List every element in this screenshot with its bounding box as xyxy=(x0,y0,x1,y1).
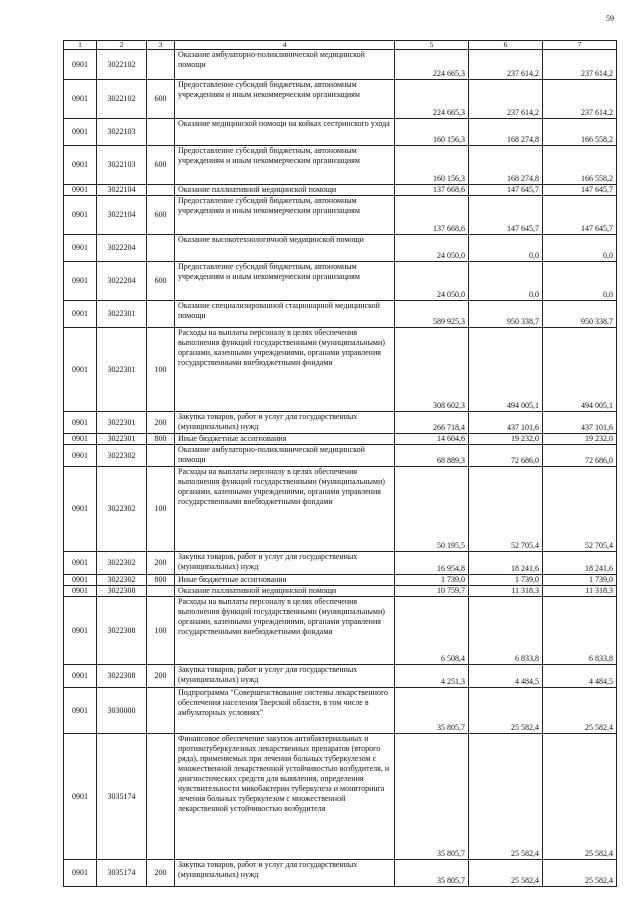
expense-type-code xyxy=(147,301,175,328)
section-code: 0901 xyxy=(64,445,97,467)
amount-col7: 19 232,0 xyxy=(543,434,617,445)
header-cell: 7 xyxy=(543,41,617,50)
table-row xyxy=(64,688,617,734)
amount-col7: 166 558,2 xyxy=(543,119,617,146)
expense-type-code: 100 xyxy=(147,597,175,665)
target-article-code: 3022301 xyxy=(97,328,147,412)
section-code: 0901 xyxy=(64,50,97,80)
amount-col6: 19 232,0 xyxy=(469,434,543,445)
header-cell: 6 xyxy=(469,41,543,50)
expense-type-code xyxy=(147,445,175,467)
expense-type-code: 800 xyxy=(147,575,175,586)
description: Предоставление субсидий бюджетным, автономным учреждениям и иным некоммерческим организациям xyxy=(175,262,395,301)
amount-col5: 35 805,7 xyxy=(395,860,469,887)
description: Предоставление субсидий бюджетным, автономным учреждениям и иным некоммерческим организациям xyxy=(175,196,395,235)
target-article-code: 3022102 xyxy=(97,50,147,80)
table-row xyxy=(64,80,617,119)
amount-col6: 494 005,1 xyxy=(469,328,543,412)
target-article-code: 3022301 xyxy=(97,434,147,445)
page-number: 59 xyxy=(606,14,614,23)
amount-col5: 308 602,3 xyxy=(395,328,469,412)
amount-col5: 35 805,7 xyxy=(395,734,469,860)
description: Расходы на выплаты персоналу в целях обеспечения выполнения функций государственными (муниципальными) органами, казенными учреждениями, органами управления государственными внебюджетными фондами xyxy=(175,467,395,552)
amount-col6: 18 241,6 xyxy=(469,552,543,575)
target-article-code: 3022302 xyxy=(97,445,147,467)
section-code: 0901 xyxy=(64,586,97,597)
amount-col6: 0,0 xyxy=(469,262,543,301)
table-row xyxy=(64,734,617,860)
table-row xyxy=(64,467,617,552)
description: Оказание амбулаторно-поликлинической медицинской помощи xyxy=(175,445,395,467)
expense-type-code: 600 xyxy=(147,196,175,235)
expense-type-code xyxy=(147,235,175,262)
expense-type-code: 100 xyxy=(147,467,175,552)
table-row xyxy=(64,235,617,262)
description: Иные бюджетные ассигнования xyxy=(175,575,395,586)
amount-col6: 237 614,2 xyxy=(469,50,543,80)
expense-type-code: 200 xyxy=(147,665,175,688)
target-article-code: 3022308 xyxy=(97,665,147,688)
table-row xyxy=(64,860,617,887)
amount-col5: 24 050,0 xyxy=(395,262,469,301)
expense-type-code: 200 xyxy=(147,412,175,434)
amount-col5: 6 508,4 xyxy=(395,597,469,665)
amount-col6: 11 318,3 xyxy=(469,586,543,597)
amount-col5: 24 050,0 xyxy=(395,235,469,262)
section-code: 0901 xyxy=(64,734,97,860)
expense-type-code xyxy=(147,734,175,860)
section-code: 0901 xyxy=(64,185,97,196)
amount-col7: 437 101,6 xyxy=(543,412,617,434)
description: Предоставление субсидий бюджетным, автономным учреждениям и иным некоммерческим организациям xyxy=(175,80,395,119)
amount-col5: 224 665,3 xyxy=(395,50,469,80)
budget-table xyxy=(63,40,617,887)
expense-type-code xyxy=(147,586,175,597)
description: Закупка товаров, работ и услуг для государственных (муниципальных) нужд xyxy=(175,552,395,575)
section-code: 0901 xyxy=(64,196,97,235)
section-code: 0901 xyxy=(64,328,97,412)
amount-col5: 16 954,8 xyxy=(395,552,469,575)
section-code: 0901 xyxy=(64,301,97,328)
header-cell: 5 xyxy=(395,41,469,50)
amount-col6: 0,0 xyxy=(469,235,543,262)
amount-col5: 137 668,6 xyxy=(395,196,469,235)
amount-col7: 494 005,1 xyxy=(543,328,617,412)
amount-col7: 0,0 xyxy=(543,262,617,301)
table-row xyxy=(64,552,617,575)
amount-col5: 14 604,6 xyxy=(395,434,469,445)
amount-col7: 4 484,5 xyxy=(543,665,617,688)
description: Подпрограмма "Совершенствование системы лекарственного обеспечения населения Тверской области, в том числе в амбулаторных условиях" xyxy=(175,688,395,734)
amount-col6: 147 645,7 xyxy=(469,196,543,235)
description: Оказание амбулаторно-поликлинической медицинской помощи xyxy=(175,50,395,80)
amount-col7: 18 241,6 xyxy=(543,552,617,575)
amount-col5: 224 665,3 xyxy=(395,80,469,119)
amount-col6: 168 274,8 xyxy=(469,119,543,146)
amount-col7: 72 686,0 xyxy=(543,445,617,467)
amount-col7: 25 582,4 xyxy=(543,734,617,860)
expense-type-code xyxy=(147,50,175,80)
amount-col7: 0,0 xyxy=(543,235,617,262)
table-row xyxy=(64,146,617,185)
section-code: 0901 xyxy=(64,688,97,734)
section-code: 0901 xyxy=(64,146,97,185)
target-article-code: 3022204 xyxy=(97,235,147,262)
section-code: 0901 xyxy=(64,597,97,665)
target-article-code: 3022103 xyxy=(97,119,147,146)
amount-col6: 25 582,4 xyxy=(469,734,543,860)
target-article-code: 3022102 xyxy=(97,80,147,119)
amount-col6: 6 833,8 xyxy=(469,597,543,665)
amount-col6: 1 739,0 xyxy=(469,575,543,586)
description: Финансовое обеспечение закупок антибактериальных и противотуберкулезных лекарственных препаратов (второго ряда), применяемых при лечении больных туберкулезом с множественной лекарственной устойчивостью возбудителя, и диагностических средств для выявления, определения чувствительности микобактерии туберкулеза и мониторинга лечения больных туберкулезом с множественной лекарственной устойчивостью возбудителя xyxy=(175,734,395,860)
amount-col5: 50 195,5 xyxy=(395,467,469,552)
table-row xyxy=(64,301,617,328)
section-code: 0901 xyxy=(64,434,97,445)
header-cell: 1 xyxy=(64,41,97,50)
expense-type-code xyxy=(147,688,175,734)
description: Закупка товаров, работ и услуг для государственных (муниципальных) нужд xyxy=(175,665,395,688)
description: Иные бюджетные ассигнования xyxy=(175,434,395,445)
table-row xyxy=(64,597,617,665)
expense-type-code xyxy=(147,185,175,196)
target-article-code: 3022308 xyxy=(97,597,147,665)
target-article-code: 3022204 xyxy=(97,262,147,301)
target-article-code: 3022103 xyxy=(97,146,147,185)
description: Оказание высокотехнологичной медицинской помощи xyxy=(175,235,395,262)
target-article-code: 3022301 xyxy=(97,301,147,328)
section-code: 0901 xyxy=(64,665,97,688)
table-row xyxy=(64,434,617,445)
amount-col7: 25 582,4 xyxy=(543,688,617,734)
target-article-code: 3022302 xyxy=(97,575,147,586)
amount-col5: 137 668,6 xyxy=(395,185,469,196)
header-cell: 2 xyxy=(97,41,147,50)
amount-col7: 166 558,2 xyxy=(543,146,617,185)
amount-col6: 168 274,8 xyxy=(469,146,543,185)
section-code: 0901 xyxy=(64,262,97,301)
table-row xyxy=(64,586,617,597)
amount-col5: 160 156,3 xyxy=(395,146,469,185)
description: Оказание паллиативной медицинской помощи xyxy=(175,185,395,196)
amount-col5: 10 759,7 xyxy=(395,586,469,597)
header-cell: 3 xyxy=(147,41,175,50)
expense-type-code xyxy=(147,119,175,146)
amount-col6: 4 484,5 xyxy=(469,665,543,688)
amount-col7: 52 705,4 xyxy=(543,467,617,552)
expense-type-code: 100 xyxy=(147,328,175,412)
amount-col5: 266 718,4 xyxy=(395,412,469,434)
amount-col7: 147 645,7 xyxy=(543,185,617,196)
expense-type-code: 200 xyxy=(147,860,175,887)
table-row xyxy=(64,185,617,196)
amount-col5: 1 739,0 xyxy=(395,575,469,586)
expense-type-code: 600 xyxy=(147,80,175,119)
amount-col7: 147 645,7 xyxy=(543,196,617,235)
target-article-code: 3022301 xyxy=(97,412,147,434)
expense-type-code: 800 xyxy=(147,434,175,445)
table-row xyxy=(64,575,617,586)
amount-col7: 950 338,7 xyxy=(543,301,617,328)
table-row xyxy=(64,50,617,80)
target-article-code: 3022104 xyxy=(97,185,147,196)
target-article-code: 3035174 xyxy=(97,734,147,860)
description: Закупка товаров, работ и услуг для государственных (муниципальных) нужд xyxy=(175,860,395,887)
table-row xyxy=(64,445,617,467)
section-code: 0901 xyxy=(64,860,97,887)
table-row xyxy=(64,196,617,235)
table-row xyxy=(64,665,617,688)
header-row xyxy=(64,41,617,50)
amount-col6: 25 582,4 xyxy=(469,688,543,734)
target-article-code: 3030000 xyxy=(97,688,147,734)
section-code: 0901 xyxy=(64,80,97,119)
description: Оказание специализированной стационарной медицинской помощи xyxy=(175,301,395,328)
section-code: 0901 xyxy=(64,119,97,146)
description: Расходы на выплаты персоналу в целях обеспечения выполнения функций государственными (муниципальными) органами, казенными учреждениями, органами управления государственными внебюджетными фондами xyxy=(175,597,395,665)
amount-col6: 437 101,6 xyxy=(469,412,543,434)
target-article-code: 3022302 xyxy=(97,552,147,575)
description: Оказание медицинской помощи на койках сестринского ухода xyxy=(175,119,395,146)
description: Закупка товаров, работ и услуг для государственных (муниципальных) нужд xyxy=(175,412,395,434)
expense-type-code: 200 xyxy=(147,552,175,575)
target-article-code: 3035174 xyxy=(97,860,147,887)
description: Расходы на выплаты персоналу в целях обеспечения выполнения функций государственными (муниципальными) органами, казенными учреждениями, органами управления государственными внебюджетными фондами xyxy=(175,328,395,412)
header-cell: 4 xyxy=(175,41,395,50)
description: Оказание паллиативной медицинской помощи xyxy=(175,586,395,597)
amount-col6: 950 338,7 xyxy=(469,301,543,328)
target-article-code: 3022104 xyxy=(97,196,147,235)
amount-col5: 68 889,3 xyxy=(395,445,469,467)
amount-col7: 1 739,0 xyxy=(543,575,617,586)
amount-col6: 147 645,7 xyxy=(469,185,543,196)
amount-col6: 52 705,4 xyxy=(469,467,543,552)
section-code: 0901 xyxy=(64,412,97,434)
amount-col6: 72 686,0 xyxy=(469,445,543,467)
amount-col5: 35 805,7 xyxy=(395,688,469,734)
amount-col7: 237 614,2 xyxy=(543,50,617,80)
table-row xyxy=(64,328,617,412)
target-article-code: 3022302 xyxy=(97,467,147,552)
amount-col5: 589 925,3 xyxy=(395,301,469,328)
table-row xyxy=(64,412,617,434)
expense-type-code: 600 xyxy=(147,146,175,185)
table-row xyxy=(64,119,617,146)
amount-col7: 237 614,2 xyxy=(543,80,617,119)
section-code: 0901 xyxy=(64,467,97,552)
amount-col6: 25 582,4 xyxy=(469,860,543,887)
amount-col5: 160 156,3 xyxy=(395,119,469,146)
section-code: 0901 xyxy=(64,235,97,262)
description: Предоставление субсидий бюджетным, автономным учреждениям и иным некоммерческим организациям xyxy=(175,146,395,185)
expense-type-code: 600 xyxy=(147,262,175,301)
amount-col7: 6 833,8 xyxy=(543,597,617,665)
amount-col7: 25 582,4 xyxy=(543,860,617,887)
amount-col5: 4 251,3 xyxy=(395,665,469,688)
table-row xyxy=(64,262,617,301)
section-code: 0901 xyxy=(64,575,97,586)
amount-col6: 237 614,2 xyxy=(469,80,543,119)
amount-col7: 11 318,3 xyxy=(543,586,617,597)
section-code: 0901 xyxy=(64,552,97,575)
target-article-code: 3022308 xyxy=(97,586,147,597)
